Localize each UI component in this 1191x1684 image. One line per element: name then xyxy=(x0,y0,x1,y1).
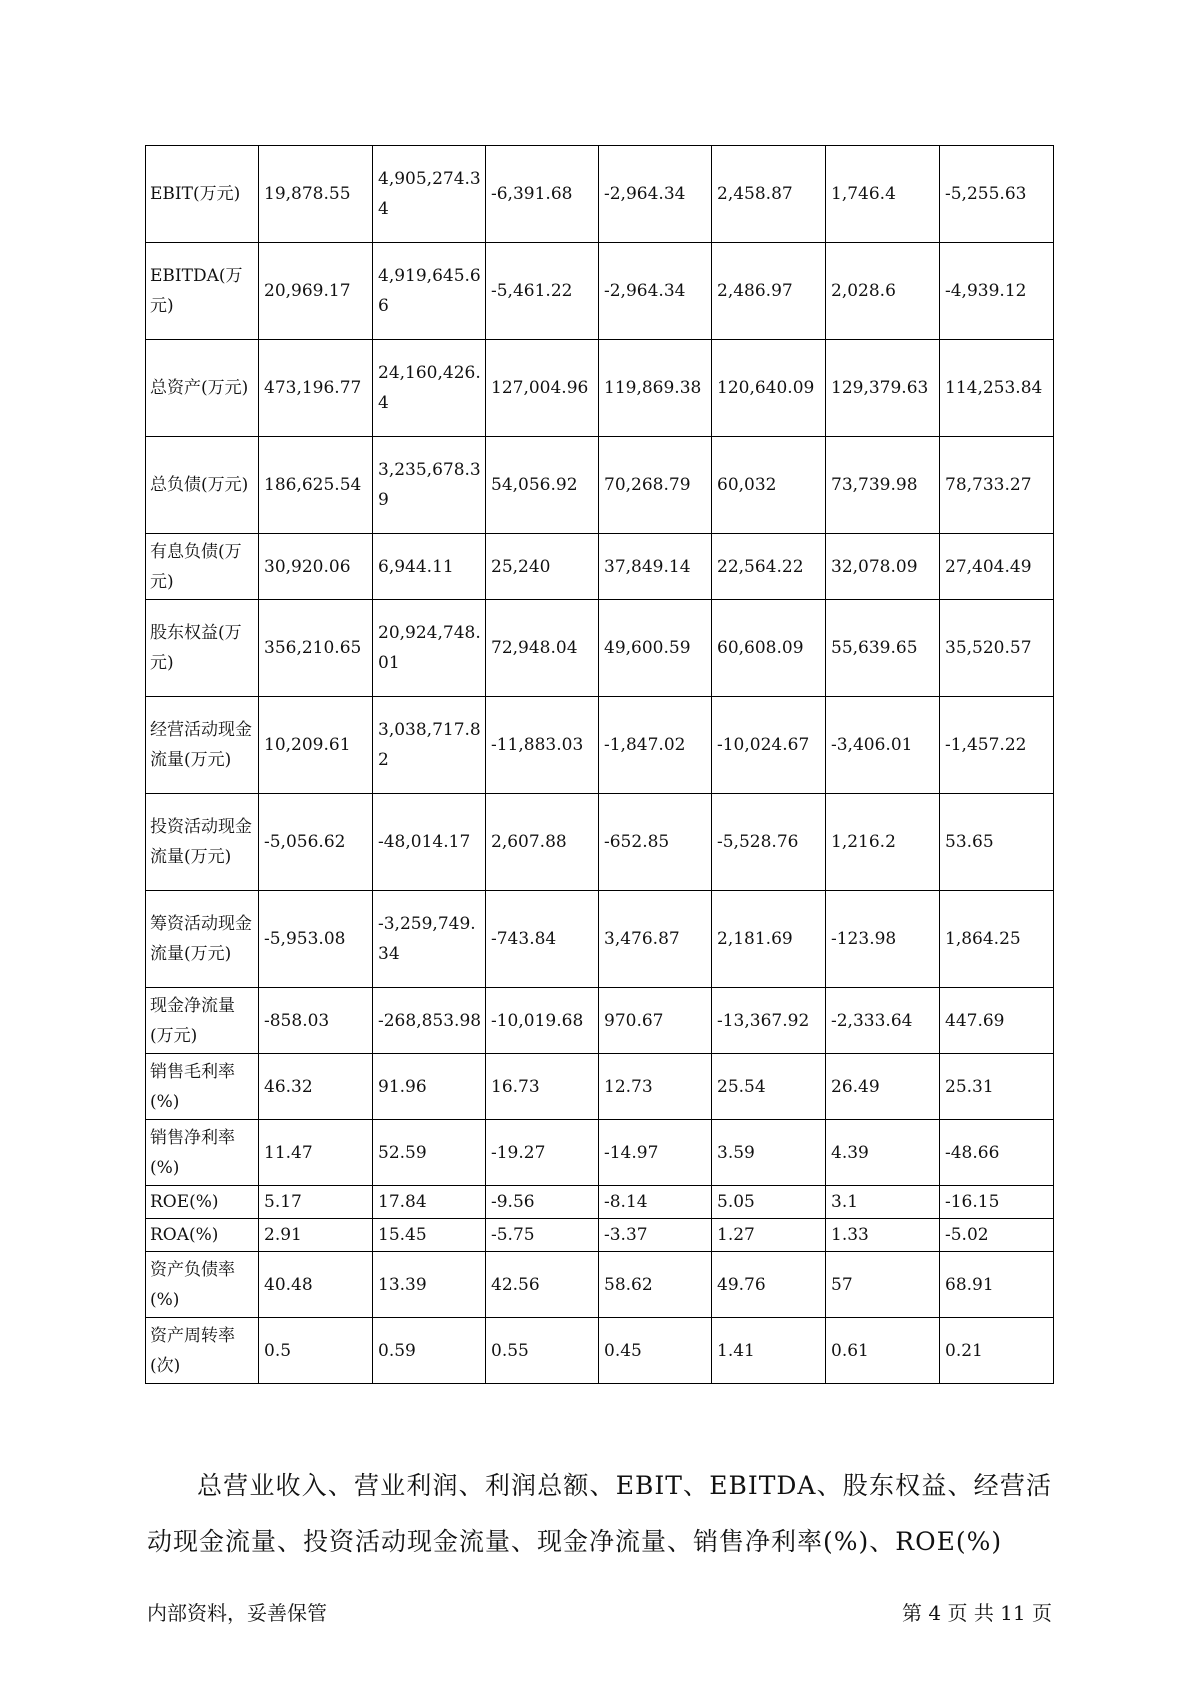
table-cell: 1.33 xyxy=(826,1219,940,1252)
table-cell: 52.59 xyxy=(373,1120,486,1186)
table-cell: -3,259,749.34 xyxy=(373,891,486,988)
footer-page-number: 第 4 页 共 11 页 xyxy=(902,1601,1052,1625)
table-cell: -48.66 xyxy=(940,1120,1054,1186)
table-cell: 72,948.04 xyxy=(486,600,599,697)
table-cell: 4,919,645.66 xyxy=(373,243,486,340)
row-label: 有息负债(万元) xyxy=(146,534,259,600)
body-paragraph: 总营业收入、营业利润、利润总额、EBIT、EBITDA、股东权益、经营活动现金流量、投资活动现金流量、现金净流量、销售净利率(%)、ROE(%) xyxy=(147,1471,1052,1556)
table-cell: 3,235,678.39 xyxy=(373,437,486,534)
row-label: 现金净流量(万元) xyxy=(146,988,259,1054)
table-cell: 120,640.09 xyxy=(712,340,826,437)
table-cell: 30,920.06 xyxy=(259,534,373,600)
table-cell: 60,032 xyxy=(712,437,826,534)
table-cell: 5.05 xyxy=(712,1186,826,1219)
table-cell: 356,210.65 xyxy=(259,600,373,697)
table-cell: -743.84 xyxy=(486,891,599,988)
financial-metrics-table xyxy=(145,145,1054,1384)
table-cell: 15.45 xyxy=(373,1219,486,1252)
table-cell: 49,600.59 xyxy=(599,600,712,697)
table-row xyxy=(146,697,1054,794)
table-cell: 54,056.92 xyxy=(486,437,599,534)
table-cell: -2,964.34 xyxy=(599,243,712,340)
table-cell: 26.49 xyxy=(826,1054,940,1120)
table-cell: 32,078.09 xyxy=(826,534,940,600)
table-row xyxy=(146,1219,1054,1252)
row-label: 总负债(万元) xyxy=(146,437,259,534)
table-cell: -5.02 xyxy=(940,1219,1054,1252)
table-cell: 53.65 xyxy=(940,794,1054,891)
table-row xyxy=(146,794,1054,891)
table-cell: -6,391.68 xyxy=(486,146,599,243)
table-cell: 0.45 xyxy=(599,1318,712,1384)
table-cell: 0.21 xyxy=(940,1318,1054,1384)
table-cell: 57 xyxy=(826,1252,940,1318)
table-cell: -19.27 xyxy=(486,1120,599,1186)
table-cell: 10,209.61 xyxy=(259,697,373,794)
table-cell: -2,964.34 xyxy=(599,146,712,243)
table-cell: 2,181.69 xyxy=(712,891,826,988)
table-cell: -14.97 xyxy=(599,1120,712,1186)
table-row xyxy=(146,243,1054,340)
table-cell: 20,924,748.01 xyxy=(373,600,486,697)
table-cell: 60,608.09 xyxy=(712,600,826,697)
table-row xyxy=(146,340,1054,437)
table-cell: -10,019.68 xyxy=(486,988,599,1054)
table-cell: 4,905,274.34 xyxy=(373,146,486,243)
table-cell: 22,564.22 xyxy=(712,534,826,600)
row-label: 销售毛利率(%) xyxy=(146,1054,259,1120)
table-row xyxy=(146,1318,1054,1384)
table-cell: -1,457.22 xyxy=(940,697,1054,794)
table-cell: -268,853.98 xyxy=(373,988,486,1054)
table-cell: 3.1 xyxy=(826,1186,940,1219)
table-cell: 970.67 xyxy=(599,988,712,1054)
table-cell: -5,255.63 xyxy=(940,146,1054,243)
table-cell: -48,014.17 xyxy=(373,794,486,891)
table-cell: 2,458.87 xyxy=(712,146,826,243)
table-cell: 49.76 xyxy=(712,1252,826,1318)
table-cell: 24,160,426.4 xyxy=(373,340,486,437)
table-cell: -11,883.03 xyxy=(486,697,599,794)
table-row xyxy=(146,1054,1054,1120)
table-cell: 114,253.84 xyxy=(940,340,1054,437)
table-cell: 12.73 xyxy=(599,1054,712,1120)
table-cell: 25,240 xyxy=(486,534,599,600)
table-cell: 68.91 xyxy=(940,1252,1054,1318)
table-cell: -123.98 xyxy=(826,891,940,988)
table-cell: -858.03 xyxy=(259,988,373,1054)
table-cell: 127,004.96 xyxy=(486,340,599,437)
table-cell: -2,333.64 xyxy=(826,988,940,1054)
table-cell: 0.5 xyxy=(259,1318,373,1384)
table-cell: 0.55 xyxy=(486,1318,599,1384)
table-cell: -5,528.76 xyxy=(712,794,826,891)
table-cell: -13,367.92 xyxy=(712,988,826,1054)
table-cell: 19,878.55 xyxy=(259,146,373,243)
row-label: ROA(%) xyxy=(146,1219,259,1252)
row-label: 经营活动现金流量(万元) xyxy=(146,697,259,794)
table-cell: 1,746.4 xyxy=(826,146,940,243)
row-label: 销售净利率(%) xyxy=(146,1120,259,1186)
table-cell: 42.56 xyxy=(486,1252,599,1318)
row-label: 资产周转率(次) xyxy=(146,1318,259,1384)
table-row xyxy=(146,1252,1054,1318)
row-label: 筹资活动现金流量(万元) xyxy=(146,891,259,988)
table-cell: 27,404.49 xyxy=(940,534,1054,600)
table-cell: 70,268.79 xyxy=(599,437,712,534)
row-label: 总资产(万元) xyxy=(146,340,259,437)
table-row xyxy=(146,534,1054,600)
table-cell: 55,639.65 xyxy=(826,600,940,697)
row-label: 投资活动现金流量(万元) xyxy=(146,794,259,891)
table-cell: 16.73 xyxy=(486,1054,599,1120)
table-row xyxy=(146,146,1054,243)
table-row xyxy=(146,437,1054,534)
table-cell: 3,476.87 xyxy=(599,891,712,988)
table-row xyxy=(146,988,1054,1054)
table-cell: 5.17 xyxy=(259,1186,373,1219)
table-cell: 1.27 xyxy=(712,1219,826,1252)
table-row xyxy=(146,891,1054,988)
table-cell: 73,739.98 xyxy=(826,437,940,534)
row-label: 股东权益(万元) xyxy=(146,600,259,697)
table-cell: -3,406.01 xyxy=(826,697,940,794)
table-cell: -10,024.67 xyxy=(712,697,826,794)
table-cell: 91.96 xyxy=(373,1054,486,1120)
table-cell: -5,953.08 xyxy=(259,891,373,988)
table-cell: 17.84 xyxy=(373,1186,486,1219)
table-cell: -5.75 xyxy=(486,1219,599,1252)
table-cell: 1.41 xyxy=(712,1318,826,1384)
table-cell: -8.14 xyxy=(599,1186,712,1219)
table-cell: 473,196.77 xyxy=(259,340,373,437)
table-cell: -9.56 xyxy=(486,1186,599,1219)
footer-confidential-note: 内部资料，妥善保管 xyxy=(147,1601,327,1625)
table-cell: 11.47 xyxy=(259,1120,373,1186)
table-cell: 1,216.2 xyxy=(826,794,940,891)
table-cell: 3.59 xyxy=(712,1120,826,1186)
table-cell: 129,379.63 xyxy=(826,340,940,437)
table-cell: -5,461.22 xyxy=(486,243,599,340)
table-cell: 46.32 xyxy=(259,1054,373,1120)
row-label: ROE(%) xyxy=(146,1186,259,1219)
table-cell: 4.39 xyxy=(826,1120,940,1186)
table-body xyxy=(146,146,1054,1384)
table-cell: 40.48 xyxy=(259,1252,373,1318)
table-cell: 0.61 xyxy=(826,1318,940,1384)
table-cell: -3.37 xyxy=(599,1219,712,1252)
table-row xyxy=(146,1120,1054,1186)
table-cell: 2.91 xyxy=(259,1219,373,1252)
table-row xyxy=(146,1186,1054,1219)
table-cell: 25.54 xyxy=(712,1054,826,1120)
table-cell: 119,869.38 xyxy=(599,340,712,437)
table-cell: 6,944.11 xyxy=(373,534,486,600)
table-cell: 3,038,717.82 xyxy=(373,697,486,794)
table-cell: 2,028.6 xyxy=(826,243,940,340)
table-cell: 2,607.88 xyxy=(486,794,599,891)
row-label: 资产负债率(%) xyxy=(146,1252,259,1318)
table-cell: -1,847.02 xyxy=(599,697,712,794)
table-cell: 37,849.14 xyxy=(599,534,712,600)
table-cell: 13.39 xyxy=(373,1252,486,1318)
row-label: EBITDA(万元) xyxy=(146,243,259,340)
table-cell: 78,733.27 xyxy=(940,437,1054,534)
table-cell: 20,969.17 xyxy=(259,243,373,340)
table-cell: 58.62 xyxy=(599,1252,712,1318)
table-row xyxy=(146,600,1054,697)
table-cell: -4,939.12 xyxy=(940,243,1054,340)
table-cell: -652.85 xyxy=(599,794,712,891)
table-cell: 1,864.25 xyxy=(940,891,1054,988)
row-label: EBIT(万元) xyxy=(146,146,259,243)
table-cell: -16.15 xyxy=(940,1186,1054,1219)
table-cell: 35,520.57 xyxy=(940,600,1054,697)
table-cell: 0.59 xyxy=(373,1318,486,1384)
table-cell: 447.69 xyxy=(940,988,1054,1054)
table-cell: 186,625.54 xyxy=(259,437,373,534)
table-cell: -5,056.62 xyxy=(259,794,373,891)
table-cell: 25.31 xyxy=(940,1054,1054,1120)
table-cell: 2,486.97 xyxy=(712,243,826,340)
